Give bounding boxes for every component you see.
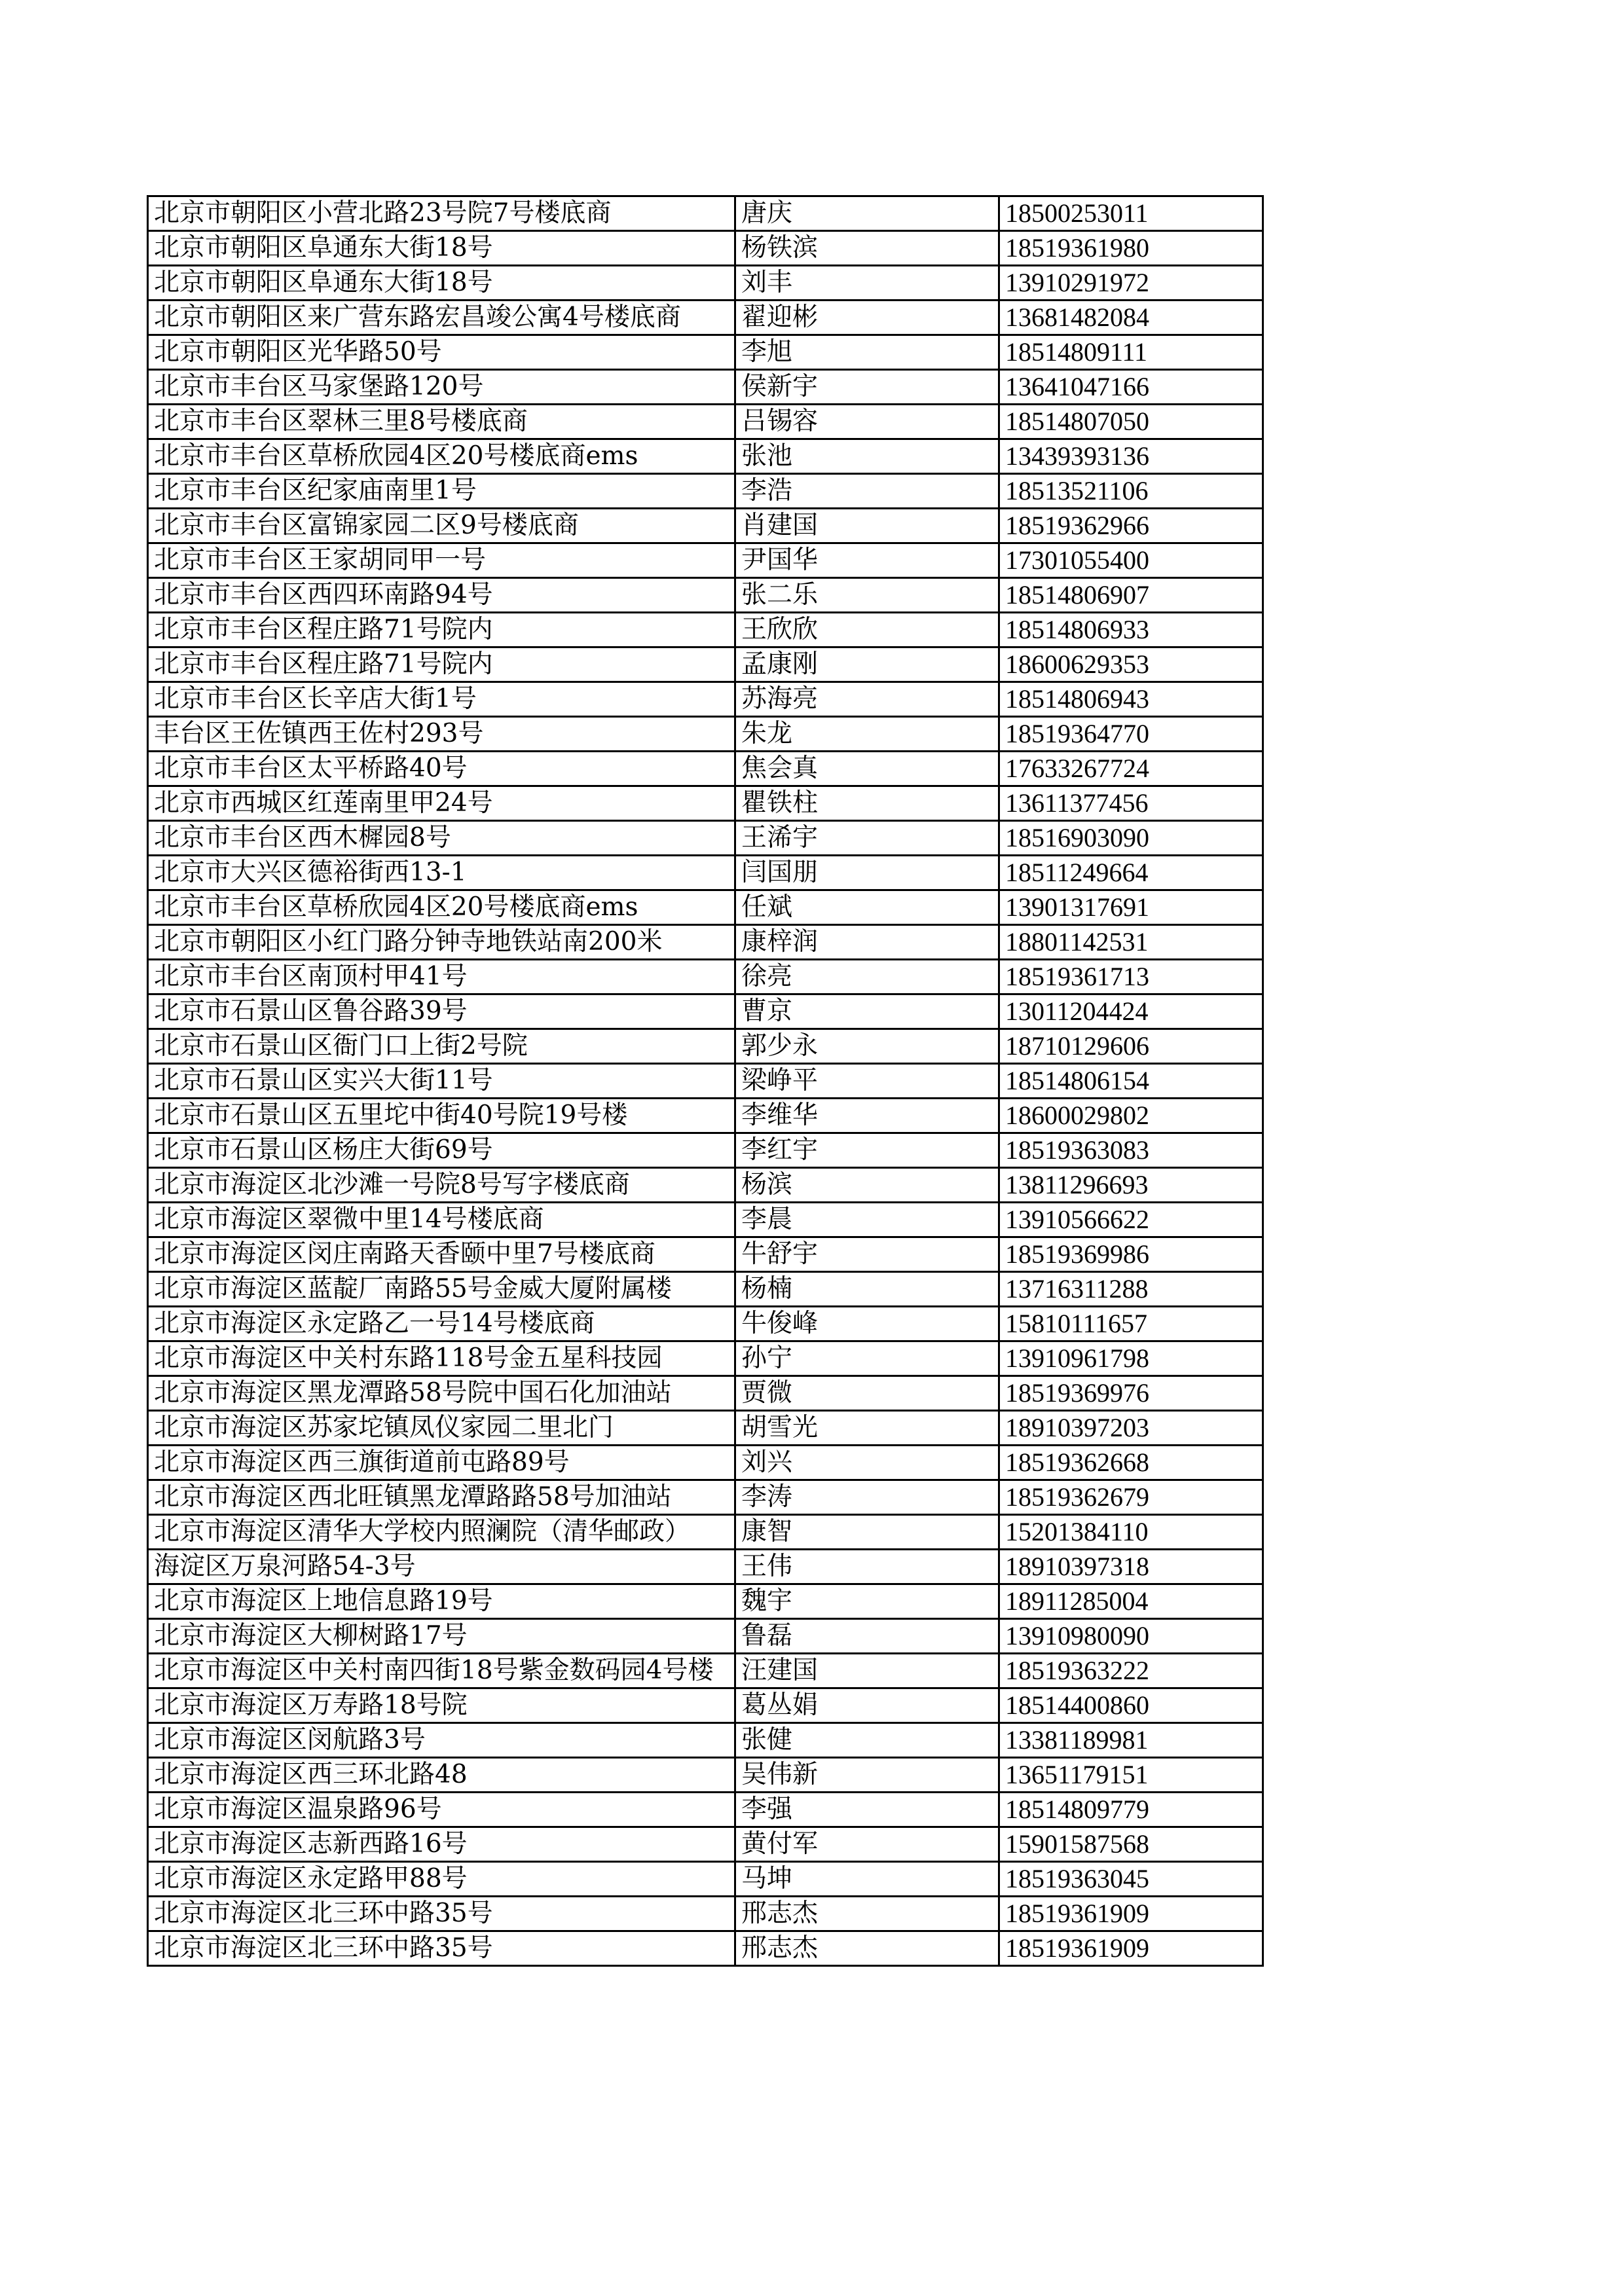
phone-cell: 18519362668 [999,1446,1263,1480]
phone-cell: 18514806907 [999,578,1263,613]
address-cell: 北京市海淀区黑龙潭路58号院中国石化加油站 [148,1376,735,1411]
name-cell: 黄付军 [735,1827,999,1862]
phone-cell: 18519363045 [999,1862,1263,1897]
name-cell: 邢志杰 [735,1931,999,1966]
address-cell: 北京市海淀区西北旺镇黑龙潭路路58号加油站 [148,1480,735,1515]
address-cell: 北京市海淀区温泉路96号 [148,1793,735,1827]
address-cell: 北京市海淀区上地信息路19号 [148,1584,735,1619]
address-cell: 北京市石景山区衙门口上街2号院 [148,1029,735,1064]
name-cell: 张二乐 [735,578,999,613]
address-cell: 北京市海淀区中关村南四街18号紫金数码园4号楼 [148,1654,735,1688]
table-row [148,1099,1263,1133]
address-cell: 北京市丰台区西木樨园8号 [148,821,735,856]
table-row [148,925,1263,960]
name-cell: 李强 [735,1793,999,1827]
address-cell: 北京市丰台区王家胡同甲一号 [148,543,735,578]
table-row [148,231,1263,266]
address-cell: 北京市海淀区闵航路3号 [148,1723,735,1758]
address-cell: 北京市石景山区杨庄大街69号 [148,1133,735,1168]
name-cell: 康智 [735,1515,999,1550]
address-cell: 北京市海淀区永定路甲88号 [148,1862,735,1897]
name-cell: 张池 [735,439,999,474]
phone-cell: 18516903090 [999,821,1263,856]
phone-cell: 13716311288 [999,1272,1263,1307]
phone-cell: 13901317691 [999,890,1263,925]
address-cell: 北京市海淀区西三环北路48 [148,1758,735,1793]
table-row [148,1827,1263,1862]
name-cell: 杨铁滨 [735,231,999,266]
address-cell: 北京市大兴区德裕街西13-1 [148,856,735,890]
name-cell: 吴伟新 [735,1758,999,1793]
name-cell: 王欣欣 [735,613,999,647]
table-row [148,1064,1263,1099]
phone-cell: 18519362679 [999,1480,1263,1515]
address-cell: 北京市丰台区程庄路71号院内 [148,613,735,647]
address-cell: 北京市石景山区实兴大街11号 [148,1064,735,1099]
name-cell: 曹京 [735,994,999,1029]
table-row [148,613,1263,647]
table-row [148,1272,1263,1307]
phone-cell: 18519369976 [999,1376,1263,1411]
name-cell: 葛丛娟 [735,1688,999,1723]
table-row [148,474,1263,509]
address-cell: 北京市海淀区翠微中里14号楼底商 [148,1203,735,1237]
address-cell: 北京市丰台区富锦家园二区9号楼底商 [148,509,735,543]
name-cell: 闫国朋 [735,856,999,890]
phone-cell: 13811296693 [999,1168,1263,1203]
table-row [148,301,1263,335]
table-row [148,821,1263,856]
phone-cell: 13381189981 [999,1723,1263,1758]
address-cell: 北京市石景山区五里坨中街40号院19号楼 [148,1099,735,1133]
address-cell: 北京市朝阳区小营北路23号院7号楼底商 [148,196,735,231]
name-cell: 孙宁 [735,1341,999,1376]
name-cell: 刘丰 [735,266,999,301]
address-cell: 北京市朝阳区阜通东大街18号 [148,266,735,301]
phone-cell: 17301055400 [999,543,1263,578]
table-row [148,439,1263,474]
address-cell: 北京市丰台区南顶村甲41号 [148,960,735,994]
name-cell: 马坤 [735,1862,999,1897]
table-row [148,1758,1263,1793]
table-row [148,1341,1263,1376]
address-table [147,195,1264,1967]
name-cell: 李旭 [735,335,999,370]
phone-cell: 13611377456 [999,786,1263,821]
table-row [148,960,1263,994]
name-cell: 朱龙 [735,717,999,752]
address-cell: 北京市丰台区长辛店大街1号 [148,682,735,717]
phone-cell: 18519361713 [999,960,1263,994]
phone-cell: 18519361980 [999,231,1263,266]
phone-cell: 13439393136 [999,439,1263,474]
phone-cell: 18801142531 [999,925,1263,960]
table-row [148,1688,1263,1723]
name-cell: 任斌 [735,890,999,925]
table-row [148,1793,1263,1827]
name-cell: 杨滨 [735,1168,999,1203]
phone-cell: 13641047166 [999,370,1263,405]
name-cell: 康梓润 [735,925,999,960]
address-cell: 北京市朝阳区阜通东大街18号 [148,231,735,266]
table-row [148,509,1263,543]
table-row [148,405,1263,439]
table-row [148,1446,1263,1480]
table-row [148,1862,1263,1897]
name-cell: 刘兴 [735,1446,999,1480]
phone-cell: 18600029802 [999,1099,1263,1133]
table-row [148,1550,1263,1584]
address-cell: 北京市海淀区大柳树路17号 [148,1619,735,1654]
name-cell: 杨楠 [735,1272,999,1307]
name-cell: 吕锡容 [735,405,999,439]
name-cell: 李红宇 [735,1133,999,1168]
phone-cell: 18519369986 [999,1237,1263,1272]
name-cell: 郭少永 [735,1029,999,1064]
address-cell: 北京市海淀区中关村东路118号金五星科技园 [148,1341,735,1376]
address-cell: 北京市海淀区万寿路18号院 [148,1688,735,1723]
table-row [148,370,1263,405]
phone-cell: 13910291972 [999,266,1263,301]
phone-cell: 18519364770 [999,717,1263,752]
phone-cell: 18710129606 [999,1029,1263,1064]
name-cell: 侯新宇 [735,370,999,405]
name-cell: 汪建国 [735,1654,999,1688]
table-row [148,578,1263,613]
phone-cell: 18514809779 [999,1793,1263,1827]
phone-cell: 18519361909 [999,1897,1263,1931]
phone-cell: 18514806943 [999,682,1263,717]
table-row [148,752,1263,786]
phone-cell: 18519361909 [999,1931,1263,1966]
name-cell: 胡雪光 [735,1411,999,1446]
address-cell: 北京市海淀区闵庄南路天香颐中里7号楼底商 [148,1237,735,1272]
phone-cell: 15901587568 [999,1827,1263,1862]
phone-cell: 18514806933 [999,613,1263,647]
address-cell: 北京市海淀区北三环中路35号 [148,1931,735,1966]
name-cell: 李维华 [735,1099,999,1133]
name-cell: 尹国华 [735,543,999,578]
name-cell: 瞿铁柱 [735,786,999,821]
table-row [148,717,1263,752]
phone-cell: 18910397203 [999,1411,1263,1446]
phone-cell: 13910980090 [999,1619,1263,1654]
name-cell: 李晨 [735,1203,999,1237]
phone-cell: 18511249664 [999,856,1263,890]
table-row [148,682,1263,717]
table-row [148,335,1263,370]
phone-cell: 15201384110 [999,1515,1263,1550]
phone-cell: 18519363083 [999,1133,1263,1168]
table-row [148,1931,1263,1966]
phone-cell: 18519362966 [999,509,1263,543]
name-cell: 苏海亮 [735,682,999,717]
phone-cell: 18519363222 [999,1654,1263,1688]
table-row [148,647,1263,682]
phone-cell: 18600629353 [999,647,1263,682]
address-cell: 丰台区王佐镇西王佐村293号 [148,717,735,752]
name-cell: 王伟 [735,1550,999,1584]
phone-cell: 15810111657 [999,1307,1263,1341]
address-cell: 北京市丰台区草桥欣园4区20号楼底商ems [148,890,735,925]
table-row [148,1307,1263,1341]
table-row [148,1723,1263,1758]
phone-cell: 13681482084 [999,301,1263,335]
table-row [148,1376,1263,1411]
address-cell: 北京市海淀区苏家坨镇凤仪家园二里北门 [148,1411,735,1446]
table-row [148,856,1263,890]
table-row [148,1480,1263,1515]
phone-cell: 18911285004 [999,1584,1263,1619]
address-cell: 北京市海淀区清华大学校内照澜院（清华邮政） [148,1515,735,1550]
address-cell: 北京市朝阳区光华路50号 [148,335,735,370]
address-cell: 北京市海淀区志新西路16号 [148,1827,735,1862]
name-cell: 贾微 [735,1376,999,1411]
name-cell: 孟康刚 [735,647,999,682]
address-cell: 北京市朝阳区小红门路分钟寺地铁站南200米 [148,925,735,960]
table-row [148,266,1263,301]
address-cell: 北京市丰台区纪家庙南里1号 [148,474,735,509]
address-cell: 海淀区万泉河路54-3号 [148,1550,735,1584]
phone-cell: 18514806154 [999,1064,1263,1099]
address-cell: 北京市海淀区北三环中路35号 [148,1897,735,1931]
phone-cell: 18910397318 [999,1550,1263,1584]
table-row [148,890,1263,925]
table-row [148,1411,1263,1446]
name-cell: 魏宇 [735,1584,999,1619]
address-cell: 北京市海淀区北沙滩一号院8号写字楼底商 [148,1168,735,1203]
table-row [148,1619,1263,1654]
address-cell: 北京市海淀区永定路乙一号14号楼底商 [148,1307,735,1341]
phone-cell: 13910566622 [999,1203,1263,1237]
name-cell: 鲁磊 [735,1619,999,1654]
table-row [148,1654,1263,1688]
table-row [148,543,1263,578]
phone-cell: 18514400860 [999,1688,1263,1723]
name-cell: 徐亮 [735,960,999,994]
address-cell: 北京市丰台区草桥欣园4区20号楼底商ems [148,439,735,474]
table-row [148,196,1263,231]
table-row [148,1203,1263,1237]
phone-cell: 18514809111 [999,335,1263,370]
name-cell: 牛舒宇 [735,1237,999,1272]
address-cell: 北京市丰台区程庄路71号院内 [148,647,735,682]
name-cell: 焦会真 [735,752,999,786]
name-cell: 王浠宇 [735,821,999,856]
phone-cell: 13011204424 [999,994,1263,1029]
phone-cell: 18513521106 [999,474,1263,509]
address-cell: 北京市西城区红莲南里甲24号 [148,786,735,821]
name-cell: 牛俊峰 [735,1307,999,1341]
table-row [148,1897,1263,1931]
name-cell: 翟迎彬 [735,301,999,335]
table-row [148,1515,1263,1550]
phone-cell: 13651179151 [999,1758,1263,1793]
name-cell: 肖建国 [735,509,999,543]
table-row [148,786,1263,821]
address-cell: 北京市丰台区太平桥路40号 [148,752,735,786]
phone-cell: 17633267724 [999,752,1263,786]
table-row [148,1584,1263,1619]
name-cell: 梁峥平 [735,1064,999,1099]
address-cell: 北京市丰台区西四环南路94号 [148,578,735,613]
name-cell: 邢志杰 [735,1897,999,1931]
phone-cell: 18514807050 [999,405,1263,439]
phone-cell: 13910961798 [999,1341,1263,1376]
name-cell: 张健 [735,1723,999,1758]
table-row [148,1237,1263,1272]
address-cell: 北京市丰台区翠林三里8号楼底商 [148,405,735,439]
name-cell: 李涛 [735,1480,999,1515]
name-cell: 唐庆 [735,196,999,231]
address-cell: 北京市石景山区鲁谷路39号 [148,994,735,1029]
address-cell: 北京市朝阳区来广营东路宏昌竣公寓4号楼底商 [148,301,735,335]
table-row [148,1133,1263,1168]
address-table-body [148,196,1263,1966]
phone-cell: 18500253011 [999,196,1263,231]
table-row [148,1168,1263,1203]
address-cell: 北京市丰台区马家堡路120号 [148,370,735,405]
table-row [148,1029,1263,1064]
address-cell: 北京市海淀区蓝靛厂南路55号金威大厦附属楼 [148,1272,735,1307]
address-cell: 北京市海淀区西三旗街道前屯路89号 [148,1446,735,1480]
table-row [148,994,1263,1029]
name-cell: 李浩 [735,474,999,509]
